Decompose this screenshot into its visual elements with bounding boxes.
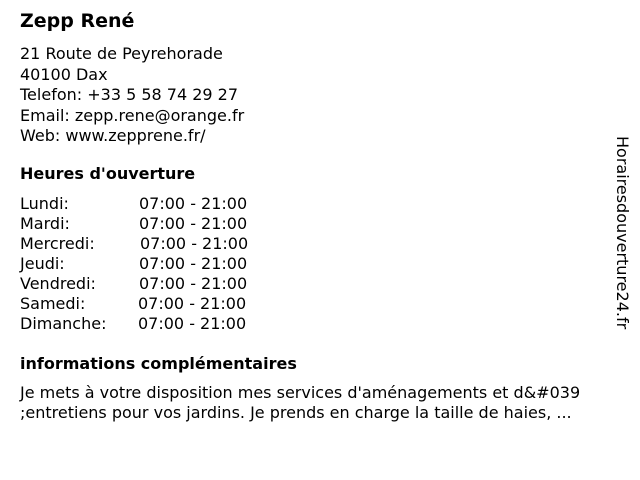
day-label: Dimanche:	[20, 314, 107, 333]
time-range: 07:00 - 21:00	[139, 274, 248, 293]
time-range: 07:00 - 21:00	[138, 294, 247, 313]
day-label: Jeudi:	[20, 254, 65, 273]
description-line: ;entretiens pour vos jardins. Je prends en charge la taille de haies, ...	[20, 403, 572, 422]
time-range: 07:00 - 21:00	[139, 194, 248, 213]
address-city: 40100 Dax	[20, 64, 108, 84]
phone-number[interactable]: Telefon: +33 5 58 74 29 27	[20, 85, 239, 104]
day-label: Samedi:	[20, 294, 86, 313]
description-line: Je mets à votre disposition mes services d'aménagements et d&#039	[20, 383, 581, 402]
business-name: Zepp René	[20, 10, 135, 32]
address-street: 21 Route de Peyrehorade	[20, 44, 223, 63]
day-label: Mercredi:	[20, 234, 95, 253]
site-brand-vertical: Horairesdouverture24.fr	[613, 136, 632, 330]
email-address[interactable]: Email: zepp.rene@orange.fr	[20, 105, 245, 125]
day-label: Lundi:	[20, 194, 69, 213]
opening-hours-heading: Heures d'ouverture	[20, 164, 196, 183]
day-label: Vendredi:	[20, 274, 96, 293]
additional-info-heading: informations complémentaires	[20, 354, 297, 373]
contact-block	[20, 44, 244, 147]
time-range: 07:00 - 21:00	[138, 314, 247, 333]
time-range: 07:00 - 21:00	[139, 254, 248, 273]
time-range: 07:00 - 21:00	[139, 214, 248, 233]
day-label: Mardi:	[20, 214, 70, 233]
business-description	[20, 383, 632, 423]
time-range: 07:00 - 21:00	[140, 234, 249, 253]
website-link[interactable]: Web: www.zepprene.fr/	[20, 126, 206, 145]
